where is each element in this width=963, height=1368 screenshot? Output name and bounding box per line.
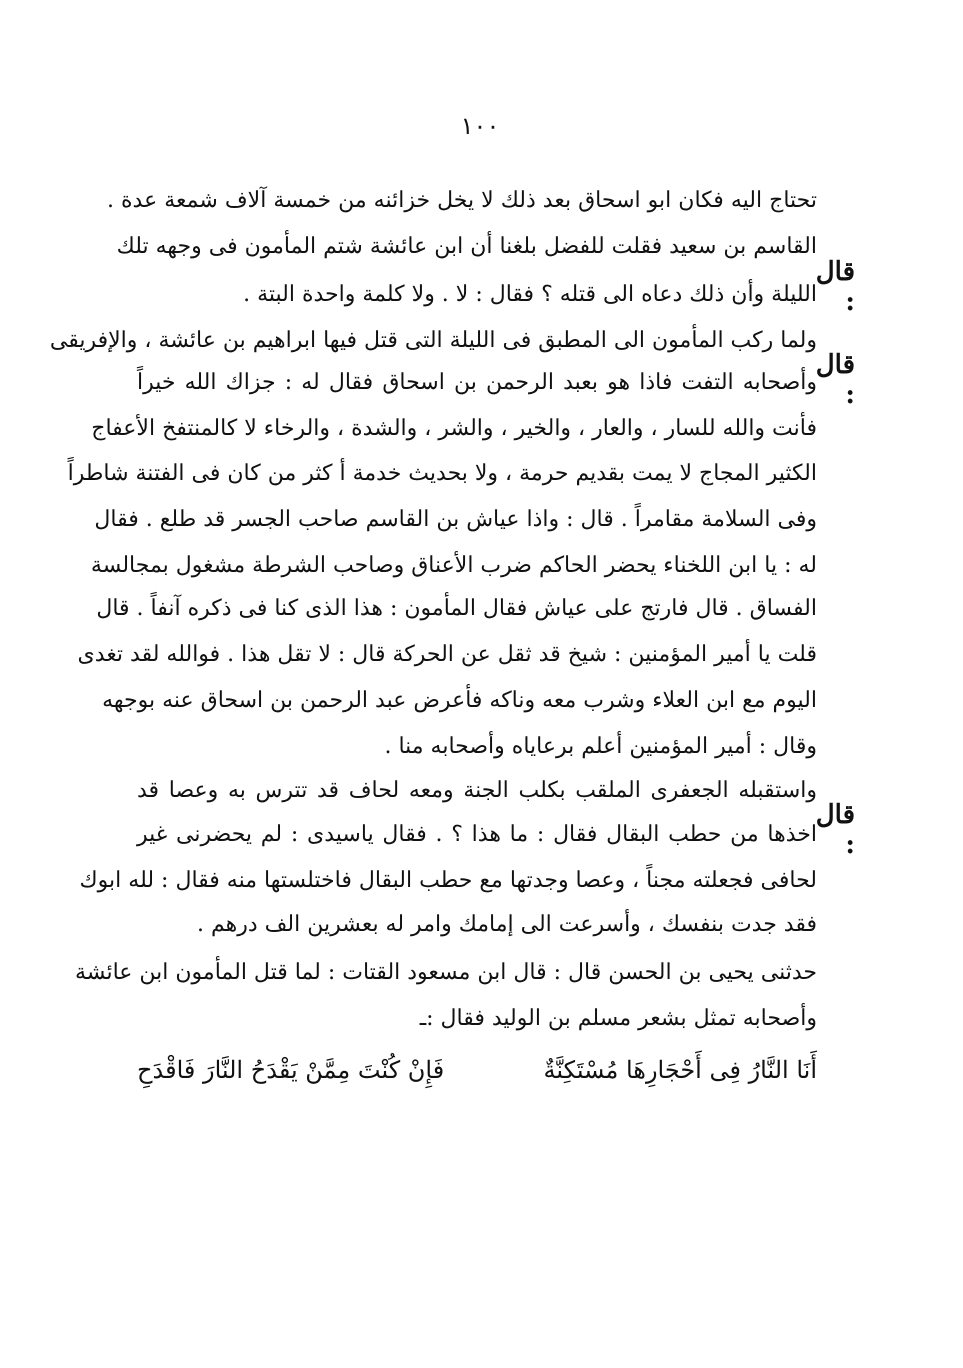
text-line-8: وفى السلامة مقامراً . قال : واذا عياش بن القاسم صاحب الجسر قد طلع . فقال — [94, 507, 817, 532]
text-line-15: اخذها من حطب البقال فقال : ما هذا ؟ . فقال ياسيدى : لم يحضرنى غير — [137, 822, 817, 847]
text-line-16: لحافى فجعلته مجناً ، وعصا وجدتها مع حطب البقال فاختلستها منه فقال : لله ابوك — [79, 868, 817, 893]
verse-first-hemistich: أَنَا النَّارُ فِى أَحْجَارِهَا مُسْتَكِنَّةٌ — [543, 1056, 817, 1084]
text-line-3: الليلة وأن ذلك دعاه الى قتله ؟ فقال : لا . ولا كلمة واحدة البتة . — [243, 282, 817, 307]
verse-second-hemistich: فَإِنْ كُنْتَ مِمَّنْ يَقْدَحُ النَّارَ فَاقْدَحِ — [137, 1056, 445, 1084]
text-line-18: حدثنى يحيى بن الحسن قال : قال ابن مسعود القتات : لما قتل المأمون ابن عائشة — [75, 960, 817, 985]
text-line-19: وأصحابه تمثل بشعر مسلم بن الوليد فقال :ـ — [419, 1006, 817, 1031]
qal-label-2: قال : — [815, 350, 855, 410]
text-line-17: فقد جدت بنفسك ، وأسرعت الى إمامك وامر له بعشرين الف درهم . — [196, 912, 817, 937]
text-line-4: ولما ركب المأمون الى المطبق فى الليلة التى قتل فيها ابراهيم بن عائشة ، والإفريقى — [49, 328, 817, 353]
text-line-2: القاسم بن سعيد فقلت للفضل بلغنا أن ابن عائشة شتم المأمون فى وجهه تلك — [116, 234, 817, 259]
text-line-9: له : يا ابن اللخناء يحضر الحاكم ضرب الأعناق وصاحب الشرطة مشغول بمجالسة — [90, 553, 817, 578]
text-line-5: وأصحابه التفت فاذا هو بعبد الرحمن بن اسحاق فقال له : جزاك الله خيراً — [137, 370, 817, 395]
text-line-1: تحتاج اليه فكان ابو اسحاق بعد ذلك لا يخل خزائنه من خمسة آلاف شمعة عدة . — [107, 188, 817, 213]
text-line-13: وقال : أمير المؤمنين أعلم برعاياه وأصحابه منا . — [384, 734, 817, 759]
text-line-11: قلت يا أمير المؤمنين : شيخ قد ثقل عن الحركة قال : لا تقل هذا . فوالله لقد تغدى — [77, 642, 817, 667]
text-line-12: اليوم مع ابن العلاء وشرب معه وناكه فأعرض عبد الرحمن بن اسحاق عنه بوجهه — [102, 688, 817, 713]
text-line-10: الفساق . قال فارتج على عياش فقال المأمون : هذا الذى كنا فى ذكره آنفاً . قال — [96, 596, 817, 621]
text-line-7: الكثير المجاج لا يمت بقديم حرمة ، ولا بحديث خدمة أ كثر من كان فى الفتنة شاطراً — [67, 461, 817, 486]
qal-label-3: قال : — [815, 800, 855, 860]
poetry-verse — [137, 1052, 817, 1088]
qal-label-1: قال : — [815, 257, 855, 317]
text-line-14: واستقبله الجعفرى الملقب بكلب الجنة ومعه لحاف قد تترس به وعصا قد — [137, 778, 817, 803]
page-number: ١٠٠ — [460, 112, 500, 140]
text-line-6: فأنت والله للسار ، والعار ، والخير ، والشر ، والشدة ، والرخاء لا كالمنتفخ الأعفاج — [91, 416, 817, 441]
